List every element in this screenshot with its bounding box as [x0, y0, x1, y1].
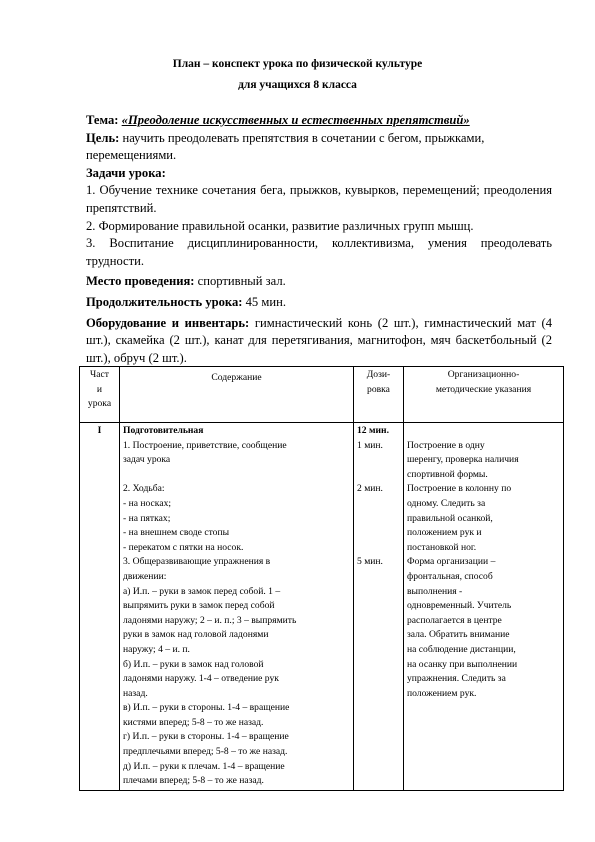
duration-label: Продолжительность урока:: [86, 294, 243, 309]
header-part: Част и урока: [80, 367, 120, 423]
document-title-line-2: для учащихся 8 класса: [238, 79, 357, 91]
row-notes: Построение в одну шеренгу, проверка наличия спортивной формы. Построение в колонну по одному. Следить за правильной осанкой, положением рук и постановкой ног. Форма организации – фронтальная, способ выполнения - одновременный. Учитель располагается в центре зала. Обратить внимание на соблюдение дистанции, на осанку при выполнении упражнения. Следить за положением рук.: [404, 423, 564, 791]
place-value: спортивный зал.: [194, 274, 286, 289]
theme-label: Тема:: [86, 113, 119, 127]
equipment-label: Оборудование и инвентарь:: [86, 315, 250, 330]
row-dose: 12 мин. 1 мин. 2 мин. 5 мин.: [354, 423, 404, 791]
header-notes: Организационно- методические указания: [404, 367, 564, 423]
row-content: Подготовительная 1. Построение, приветствие, сообщение задач урока 2. Ходьба: - на носках; - на пятках; - на внешнем своде стопы - перекатом с пятки на носок. 3. Общеразвивающие упражнения в движении: а) И.п. – руки в замок перед собой. 1 – выпрямить руки в замок перед собой ладонями наружу; 2 – и. п.; 3 – выпрямить руки в замок над головой ладонями наружу; 4 – и. п. б) И.п. – руки в замок над головой ладонями наружу. 1-4 – отведение рук назад. в) И.п. – руки в стороны. 1-4 – вращение кистями вперед; 5-8 – то же назад. г) И.п. – руки в стороны. 1-4 – вращение предплечьями вперед; 5-8 – то же назад. д) И.п. – руки к плечам. 1-4 – вращение плечами вперед; 5-8 – то же назад.: [120, 423, 354, 791]
section-title: Подготовительная: [123, 425, 204, 436]
header-content: Содержание: [120, 367, 354, 423]
task-3: 3. Воспитание дисциплинированности, коллективизма, умения преодолевать трудности.: [86, 236, 552, 268]
table-header-row: [80, 367, 564, 423]
task-2: 2. Формирование правильной осанки, развитие различных групп мышц.: [86, 218, 474, 233]
table-row: [80, 423, 564, 791]
lesson-intro: [86, 112, 552, 367]
row-part-number: I: [80, 423, 120, 791]
goal-label: Цель:: [86, 130, 120, 145]
lesson-equipment: [86, 315, 552, 368]
task-1: 1. Обучение технике сочетания бега, прыжков, кувырков, перемещений; преодоления препятствий.: [86, 183, 552, 215]
header-dose: Дози- ровка: [354, 367, 404, 423]
equipment-value: гимнастический конь (2 шт.), гимнастический мат (4 шт.), скамейка (2 шт.), канат для перетягивания, магнитофон, мяч баскетбольный (2 шт.), обруч (2 шт.).: [86, 315, 552, 365]
lesson-theme: [86, 112, 552, 130]
theme-value: «Преодоление искусственных и естественных препятствий»: [121, 113, 470, 127]
duration-value: 45 мин.: [242, 294, 286, 309]
document-title-line-1: План – конспект урока по физической культуре: [172, 58, 423, 70]
lesson-goal: [86, 130, 552, 165]
lesson-place: [86, 273, 552, 291]
lesson-plan-table: [79, 366, 564, 791]
tasks-label: Задачи урока:: [86, 165, 166, 180]
place-label: Место проведения:: [86, 274, 195, 289]
lesson-duration: [86, 294, 552, 312]
goal-value: научить преодолевать препятствия в сочетании с бегом, прыжками, перемещениями.: [86, 130, 485, 163]
